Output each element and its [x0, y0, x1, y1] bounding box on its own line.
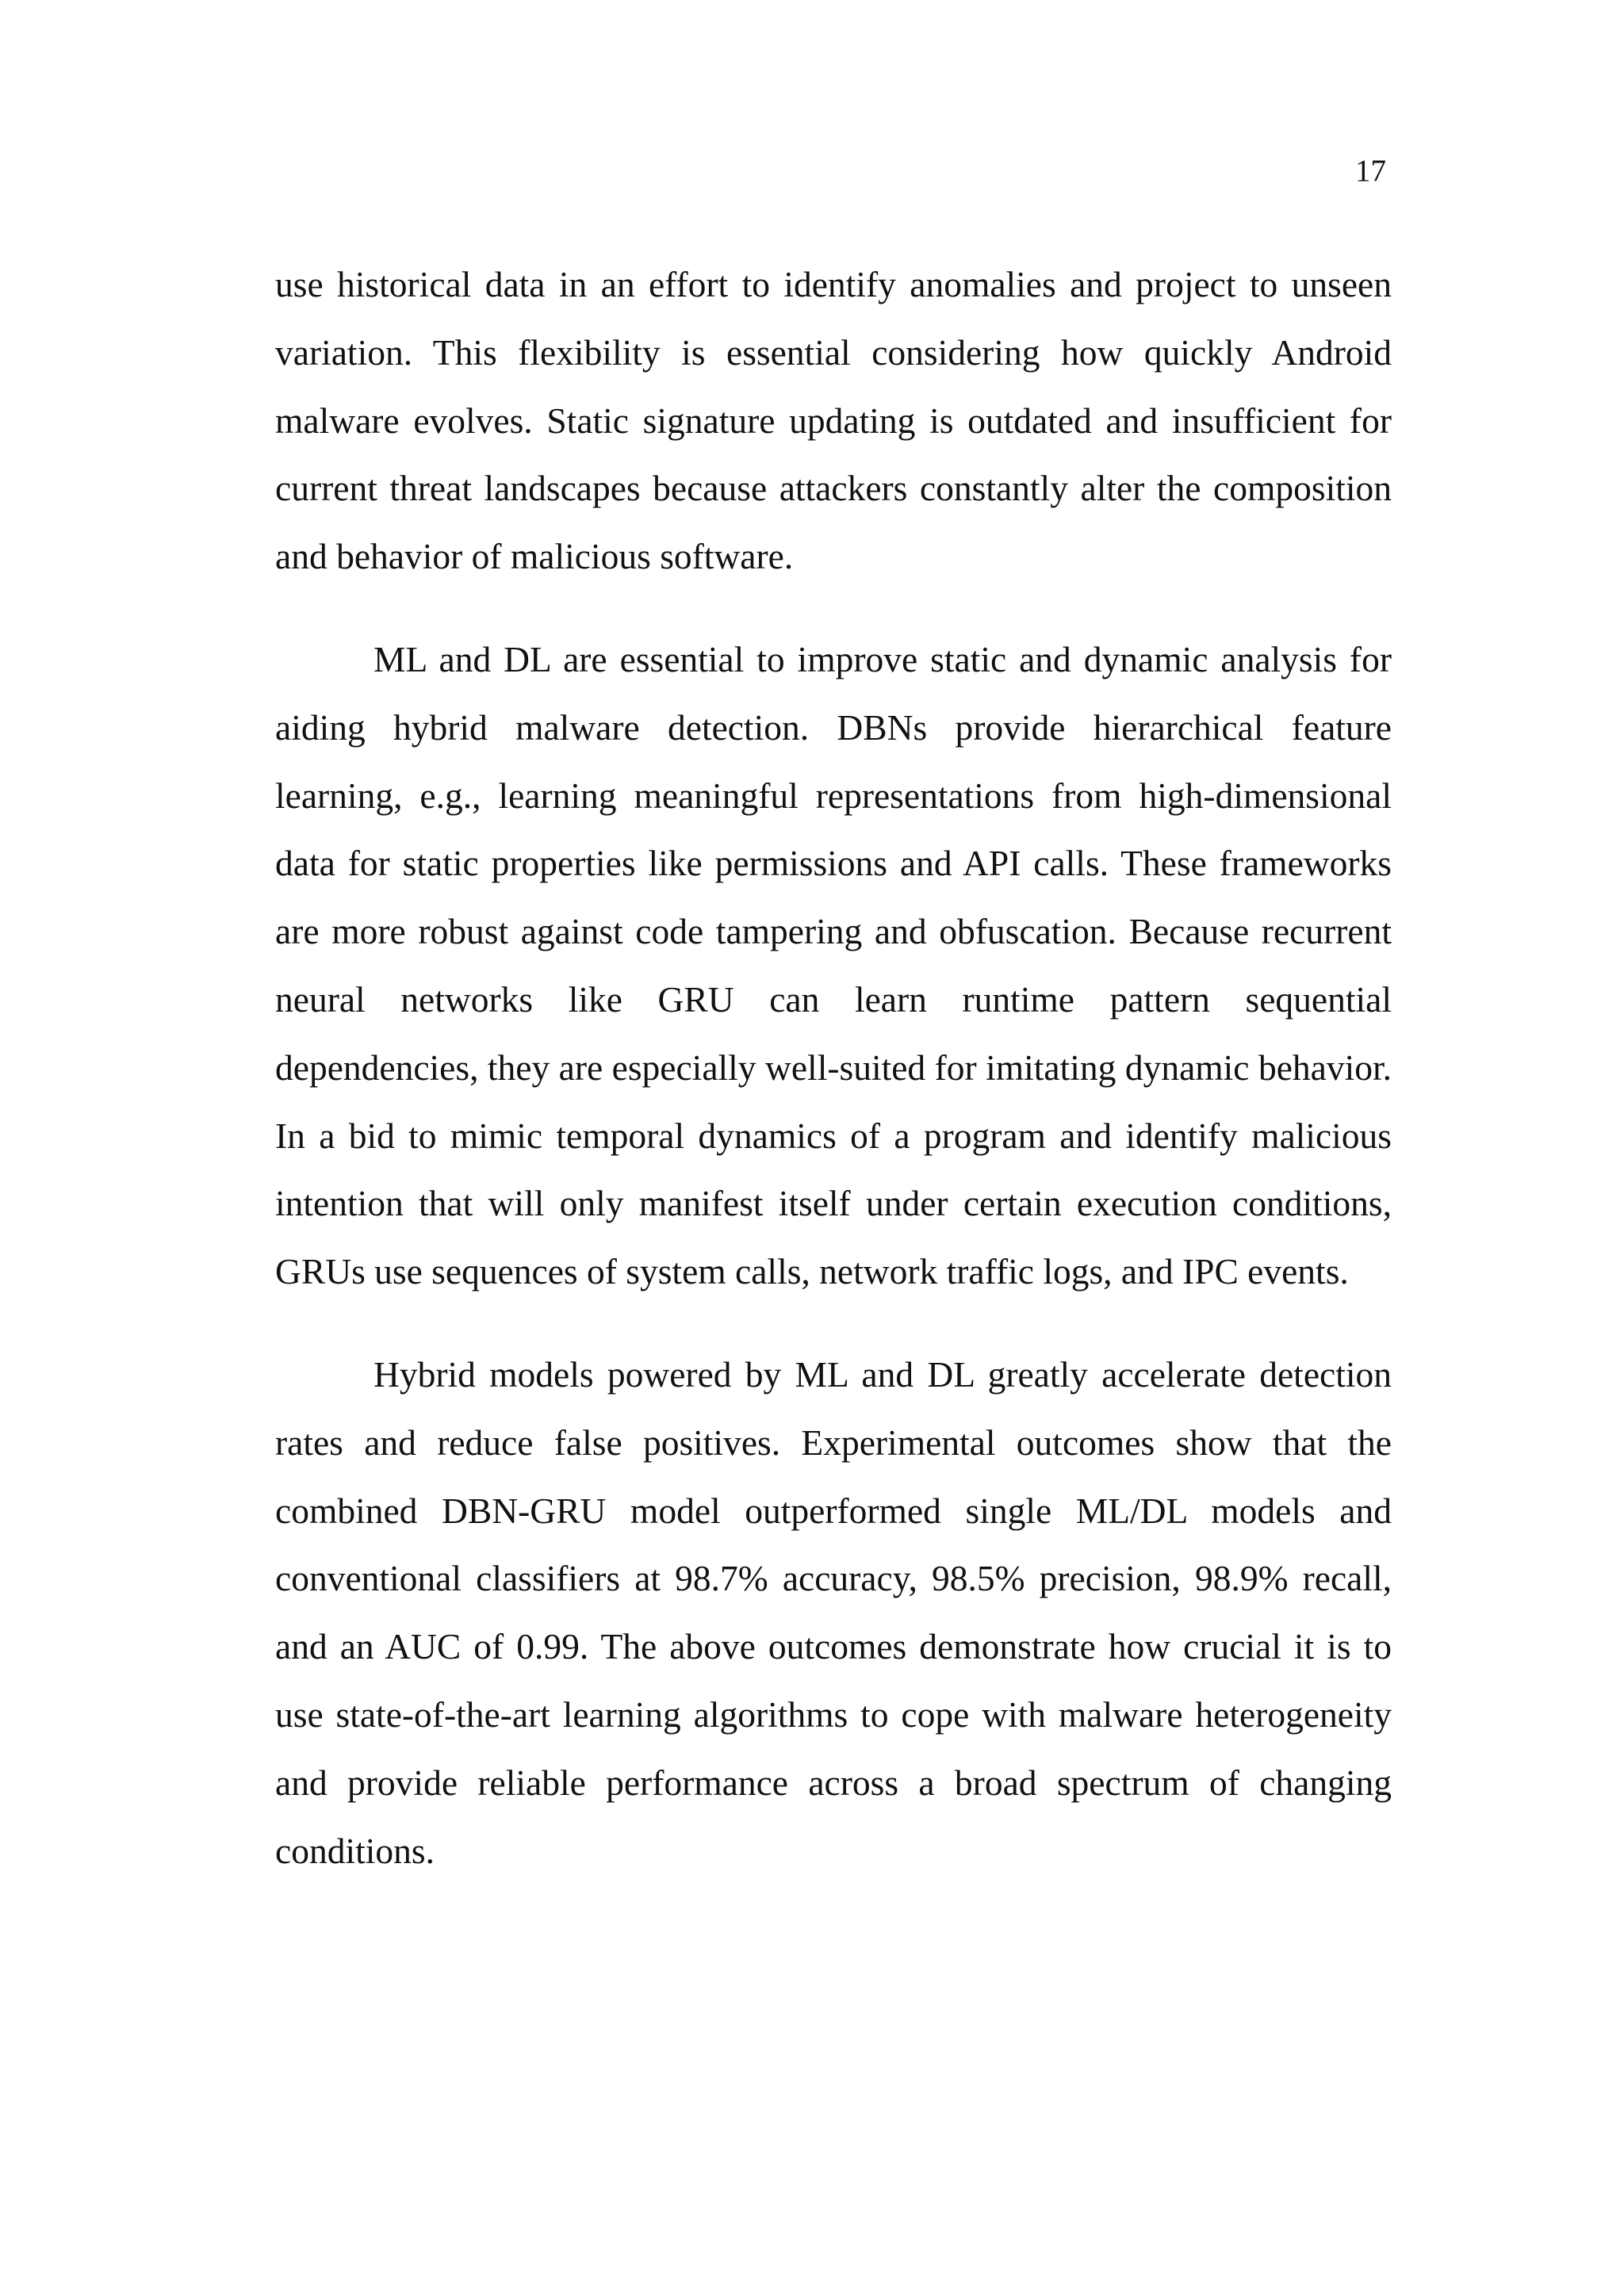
body-text: [275, 251, 1392, 1919]
paragraph-continuation: use historical data in an effort to identify anomalies and project to unseen variation. This flexibility is essential considering how quickly Android malware evolves. Static signature updating is outdated and insufficient for current threat landscapes because attackers constantly alter the composition and behavior of malicious software.: [275, 264, 1392, 577]
page-number: 17: [1355, 154, 1386, 188]
paragraph-hybrid-models: Hybrid models powered by ML and DL greatly accelerate detection rates and reduce false positives. Experimental outcomes show that the combined DBN-GRU model outperformed single ML/DL models and conventional classifiers at 98.7% accuracy, 98.5% precision, 98.9% recall, and an AUC of 0.99. The above outcomes demonstrate how crucial it is to use state-of-the-art learning algorithms to cope with malware heterogeneity and provide reliable performance across a broad spectrum of changing conditions.: [275, 1353, 1392, 1871]
paragraph-ml-dl-analysis: ML and DL are essential to improve static and dynamic analysis for aiding hybrid malware detection. DBNs provide hierarchical feature learning, e.g., learning meaningful representations from high-dimensional data for static properties like permissions and API calls. These frameworks are more robust against code tampering and obfuscation. Because recurrent neural networks like GRU can learn runtime pattern sequential dependencies, they are especially well-suited for imitating dynamic behavior. In a bid to mimic temporal dynamics of a program and identify malicious intention that will only manifest itself under certain execution conditions, GRUs use sequences of system calls, network traffic logs, and IPC events.: [275, 638, 1392, 1292]
